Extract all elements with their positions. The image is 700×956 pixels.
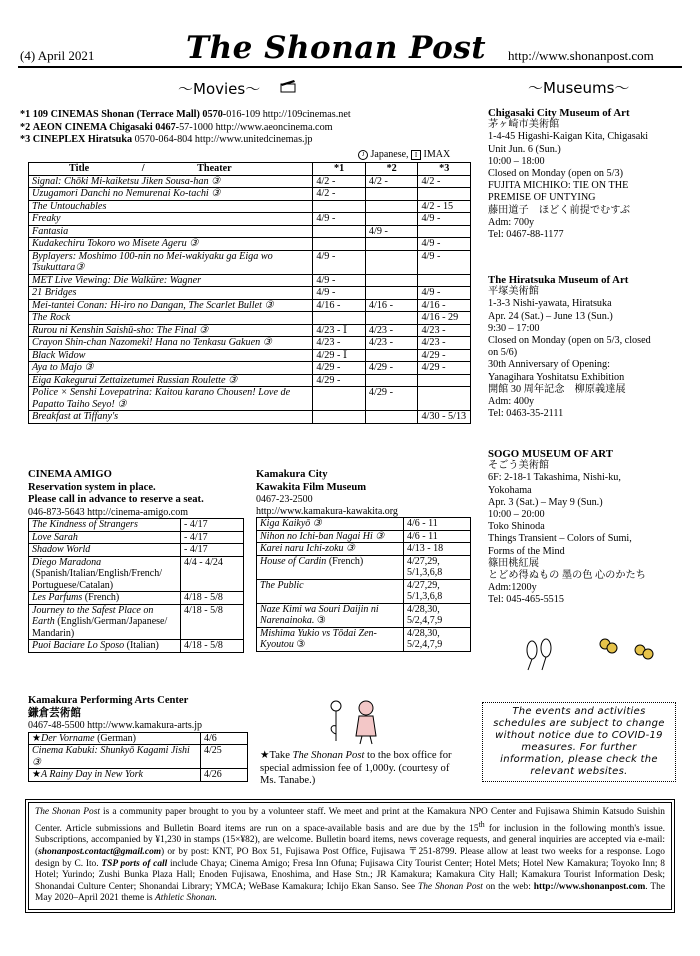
film-cell — [257, 530, 404, 543]
film-dates: 4/6 - 11 — [404, 518, 471, 531]
movie-title: Eiga Kakegurui Zettaizetumei Russian Roulette ③ — [29, 374, 313, 387]
table-row — [29, 337, 471, 350]
film-cell — [29, 531, 181, 544]
film-dates: - 4/17 — [181, 531, 244, 544]
star-mark: ★ — [32, 769, 41, 780]
table-row — [29, 349, 471, 362]
movie-date: 4/16 - — [365, 299, 418, 312]
movie-title: The Untouchables — [29, 200, 313, 213]
movie-date — [365, 349, 418, 362]
movie-date: 4/23 - — [365, 337, 418, 350]
movie-date: 4/16 - — [418, 299, 471, 312]
film-title: Cinema Kabuki: Shunkyō Kagami Jishi ③ — [32, 745, 190, 768]
film-title: The Kindness of Strangers — [32, 519, 138, 530]
film-cell — [29, 732, 201, 745]
movie-title: Byplayers: Moshimo 100-nin no Mei-wakiyaku ga Eiga wo Tsukuttara③ — [29, 250, 313, 274]
cinema-amigo-section — [28, 469, 244, 653]
movie-title: Mei-tantei Conan: Hi-iro no Dangan, The Scarlet Bullet ③ — [29, 299, 313, 312]
museum-line: 10:00 – 20:00 — [488, 509, 545, 521]
film-language: ③ — [316, 615, 326, 626]
film-dates: 4/28,30, 5/2,4,7,9 — [404, 603, 471, 627]
film-title: Diego Maradona — [32, 556, 102, 568]
film-title: Naze Kimi wa Souri Daijin ni Narenainoka. — [260, 603, 379, 626]
movie-date: 4/23 - — [418, 337, 471, 350]
museum-line: 1-3-3 Nishi-yawata, Hiratsuka — [488, 298, 612, 310]
amigo-table — [28, 518, 244, 653]
issue-date: (4) April 2021 — [20, 48, 95, 63]
film-dates: - 4/17 — [181, 544, 244, 557]
table-row — [29, 175, 471, 188]
table-row — [29, 225, 471, 238]
table-row — [29, 411, 471, 424]
museum-hiratsuka — [488, 274, 658, 420]
museum-chigasaki — [488, 107, 658, 241]
kawakita-table — [256, 517, 471, 652]
movie-date — [313, 411, 366, 424]
movie-date: 4/29 - — [418, 349, 471, 362]
movie-date: 4/9 - — [365, 225, 418, 238]
movie-title: Kudakechiru Tokoro wo Misete Ageru ③ — [29, 238, 313, 251]
table-row — [257, 518, 471, 531]
film-title: Puoi Baciare Lo Sposo — [32, 640, 125, 651]
movie-date: 4/23 - Ⅰ — [313, 324, 366, 337]
cinema-list — [20, 109, 351, 147]
movie-date: 4/16 - 29 — [418, 312, 471, 325]
movie-title: Freaky — [29, 213, 313, 226]
arts-table — [28, 732, 248, 782]
film-cell — [29, 519, 181, 532]
film-dates: 4/28,30, 5/2,4,7,9 — [404, 627, 471, 651]
film-title: Shadow World — [32, 544, 91, 555]
table-row — [29, 287, 471, 300]
museum-name: Chigasaki City Museum of Art — [488, 107, 630, 119]
table-row — [29, 769, 248, 782]
museum-line: 平塚美術館 — [488, 286, 539, 298]
museum-line: Tel: 0467-88-1177 — [488, 229, 564, 241]
movie-date — [365, 411, 418, 424]
col-theater-2: *2 — [365, 163, 418, 176]
film-cell — [257, 518, 404, 531]
table-row — [257, 579, 471, 603]
movie-title: Uzugamori Danchi no Nemurenai Ko-tachi ③ — [29, 188, 313, 201]
table-row — [29, 238, 471, 251]
table-header-row — [29, 163, 471, 176]
table-row — [29, 324, 471, 337]
film-cell — [257, 603, 404, 627]
covid-notice: The events and activities schedules are subject to change without notice due to COVID-19 measures. For further information, please check the relevant websites. — [482, 702, 676, 782]
movie-date: 4/9 - — [313, 250, 366, 274]
museum-line: 9:30 – 17:00 — [488, 322, 540, 334]
movie-date: 4/9 - — [313, 274, 366, 287]
movie-date: 4/23 - — [365, 324, 418, 337]
museum-line: 篠田桃紅展 — [488, 557, 539, 569]
film-title: Journey to the Safest Place on Earth — [32, 604, 154, 627]
film-dates: 4/27,29, 5/1,3,6,8 — [404, 579, 471, 603]
museum-line: 6F: 2-18-1 Takashima, Nishi-ku, Yokohama — [488, 472, 621, 496]
film-cell — [29, 604, 181, 640]
movie-date — [313, 225, 366, 238]
movie-title: Rurou ni Kenshin Saishū-sho: The Final ③ — [29, 324, 313, 337]
movie-title: 21 Bridges — [29, 287, 313, 300]
museum-sogo — [488, 448, 658, 607]
table-row — [257, 627, 471, 651]
amigo-name: CINEMA AMIGO — [28, 469, 112, 480]
movie-date: 4/2 - — [418, 175, 471, 188]
film-title: Nihon no Ichi-ban Nagai Hi ③ — [260, 530, 385, 542]
museum-line: そごう美術館 — [488, 460, 550, 472]
movie-date — [313, 238, 366, 251]
film-language: (German) — [97, 732, 136, 744]
kawakita-section — [256, 469, 471, 652]
film-title: Karei naru Ichi-zoku ③ — [260, 543, 355, 554]
film-dates: 4/18 - 5/8 — [181, 640, 244, 653]
movie-date: 4/9 - — [313, 287, 366, 300]
table-row — [29, 519, 244, 532]
imax-mark-icon: I — [411, 150, 421, 160]
movie-date — [313, 312, 366, 325]
movie-date: 4/29 - — [365, 387, 418, 411]
movie-title: Fantasia — [29, 225, 313, 238]
movie-date: 4/29 - — [418, 362, 471, 375]
film-title: Mishima Yukio vs Tōdai Zen-Kyoutou — [260, 627, 377, 650]
museum-line: とどめ得ぬもの 墨の色 心のかたち — [488, 570, 646, 582]
movie-date: 4/2 - 15 — [418, 200, 471, 213]
museum-line: Adm: 400y — [488, 396, 535, 408]
movie-date — [418, 274, 471, 287]
movie-date — [418, 188, 471, 201]
museum-line: Closed on Monday (open on 5/3) — [488, 168, 623, 180]
film-cell — [257, 579, 404, 603]
table-row — [257, 530, 471, 543]
table-row — [29, 188, 471, 201]
table-row — [29, 604, 244, 640]
table-row — [29, 213, 471, 226]
amigo-note: Reservation system in place. — [28, 481, 156, 493]
film-title: The Public — [260, 579, 304, 591]
movie-title: Breakfast at Tiffany's — [29, 411, 313, 424]
museum-line: Adm: 700y — [488, 216, 535, 228]
arts-center-section — [28, 695, 248, 782]
film-dates: 4/6 - 11 — [404, 530, 471, 543]
film-dates: 4/25 — [201, 745, 248, 769]
museum-line: Apr. 24 (Sat.) – June 13 (Sun.) — [488, 310, 613, 322]
table-row — [29, 732, 248, 745]
movie-date: 4/9 - — [418, 238, 471, 251]
film-dates: 4/13 - 18 — [404, 543, 471, 556]
table-row — [29, 592, 244, 605]
museum-line: Unit Jun. 6 (Sun.) — [488, 143, 561, 155]
table-row — [29, 556, 244, 592]
arts-contact: 0467-48-5500 http://www.kamakura-arts.jp — [28, 720, 203, 731]
table-row — [257, 555, 471, 579]
movie-date — [313, 200, 366, 213]
movie-date: 4/29 - — [313, 374, 366, 387]
illustration-icon — [326, 696, 386, 746]
arts-name: Kamakura Performing Arts Center — [28, 695, 189, 706]
movie-title: The Rock — [29, 312, 313, 325]
col-theater-1: *1 — [313, 163, 366, 176]
movie-date — [418, 225, 471, 238]
movie-date — [418, 387, 471, 411]
movie-date — [365, 274, 418, 287]
film-cell — [29, 745, 201, 769]
table-row — [29, 274, 471, 287]
film-dates: 4/18 - 5/8 — [181, 592, 244, 605]
film-language: ③ — [296, 639, 306, 650]
table-row — [29, 312, 471, 325]
film-title: House of Cardin — [260, 555, 327, 567]
kawakita-name-1: Kamakura City — [256, 469, 328, 480]
table-row — [29, 200, 471, 213]
table-row — [257, 543, 471, 556]
film-language: (Italian) — [126, 640, 159, 651]
museum-line: Things Transient – Colors of Sumi, Forms of the Mind — [488, 533, 632, 557]
film-language: (English/German/Japanese/ Mandarin) — [32, 616, 168, 639]
movie-date — [365, 188, 418, 201]
museum-name: SOGO MUSEUM OF ART — [488, 448, 613, 460]
table-row — [29, 640, 244, 653]
movie-date: 4/23 - — [313, 337, 366, 350]
amigo-contact: 046-873-5643 http://cinema-amigo.com — [28, 506, 188, 518]
masthead-url[interactable]: http://www.shonanpost.com — [508, 48, 654, 63]
cinema-2: *2 AEON CINEMA Chigasaki 0467-57-1000 http://www.aeoncinema.com — [20, 121, 333, 133]
movie-title: Black Widow — [29, 349, 313, 362]
film-dates: 4/27,29, 5/1,3,6,8 — [404, 555, 471, 579]
col-theater-3: *3 — [418, 163, 471, 176]
japanese-mark-icon: J — [358, 150, 368, 160]
museum-line: Toko Shinoda — [488, 521, 545, 533]
museum-line: Tel: 0463-35-2111 — [488, 408, 564, 420]
film-cell — [29, 640, 181, 653]
about-paper-box: The Shonan Post is a community paper brought to you by a volunteer staff. We meet and print at the Kamakura NPO Center and Fujisawa Shimin Katsudo Suishin Center. Article submissions and Bulletin Board items are run on a space-available basis and are due by the 15th for inclusion in the following month's issue. Subscriptions, accompanied by ¥1,230 in stamps (15×¥82), are welcome. Bulletin board items, news coverage requests, and general inquiries are accepted via e-mail: (shonanpost.contact@gmail.com) or by post: KNT, PO Box 51, Fujisawa Post Office, Fujisawa 〒251-8799. Please allow at least two weeks for a response. Logo design by C. Ito. TSP ports of call include Chaya; Cinema Amigo; Fresa Inn Ofuna; Fujisawa City Tourist Center; Hotel Mets; Hotel New Kamakura; Toyoko Inn; 8 Hotel; Yurindo; Zushi Bunka Plaza Hall; Enoden Fujisawa, Enoshima, and Hase Stn.; JR Kamakura; Kamakura City Hall; Kamakura Tourist Information Desk; Shonandai Culture Center; Shonandai Library; YMCA; WeBase Kamakura; Ichijo Ekan Sanso. See The Shonan Post on the web: http://www.shonanpost.com. The May 2020–April 2021 theme is Athletic Shonan. — [28, 802, 672, 910]
star-mark: ★ — [32, 732, 41, 744]
film-dates: 4/18 - 5/8 — [181, 604, 244, 640]
museum-line: 開館 30 周年記念 柳原義達展 — [488, 383, 626, 395]
film-cell — [29, 592, 181, 605]
movie-date — [365, 312, 418, 325]
film-title: A Rainy Day in New York — [40, 769, 143, 780]
movie-date: 4/29 - — [365, 362, 418, 375]
arts-jp-name: 鎌倉芸術館 — [28, 707, 81, 719]
movie-title: Crayon Shin-chan Nazomeki! Hana no Tenkasu Gakuen ③ — [29, 337, 313, 350]
movie-title: Police × Senshi Lovepatrina: Kaitou karano Chousen! Love de Papatto Taiho Seyo! ③ — [29, 387, 313, 411]
museum-line: 藤田道子 ほどく前提でむすぶ — [488, 204, 631, 216]
format-legend: J Japanese, I IMAX — [358, 149, 450, 160]
movie-date — [365, 200, 418, 213]
museum-line: Adm:1200y — [488, 582, 537, 594]
movie-date: 4/9 - — [418, 287, 471, 300]
museum-line: 10:00 – 18:00 — [488, 155, 545, 167]
table-row — [29, 250, 471, 274]
movie-date: 4/29 - — [313, 362, 366, 375]
movie-date: 4/23 - — [418, 324, 471, 337]
masthead-title: The Shonan Post — [186, 30, 487, 66]
movie-date — [365, 374, 418, 387]
table-row — [29, 544, 244, 557]
table-row — [29, 387, 471, 411]
museum-line: FUJITA MICHIKO: TIE ON THE PREMISE OF UNTYING — [488, 180, 629, 204]
decorative-figures-icon — [520, 632, 670, 672]
movie-date: 4/9 - — [313, 213, 366, 226]
movies-heading: ～Movies～ — [178, 80, 261, 98]
amigo-note-2: Please call in advance to reserve a seat. — [28, 494, 204, 505]
movie-date: 4/30 - 5/13 — [418, 411, 471, 424]
table-row — [29, 531, 244, 544]
table-row — [29, 299, 471, 312]
film-cell — [257, 555, 404, 579]
museums-heading: ～Museums～ — [528, 79, 630, 97]
film-language: (French) — [328, 555, 364, 567]
movie-date: 4/2 - — [313, 175, 366, 188]
movie-date — [313, 387, 366, 411]
movie-date — [365, 213, 418, 226]
movie-date: 4/2 - — [313, 188, 366, 201]
kawakita-tel: 0467-23-2500 — [256, 494, 313, 505]
film-dates: 4/4 - 4/24 — [181, 556, 244, 592]
film-dates: 4/6 — [201, 732, 248, 745]
movie-date — [418, 374, 471, 387]
movie-schedule-table — [28, 162, 471, 424]
film-title: Kiga Kaikyō ③ — [260, 518, 322, 529]
film-cell — [29, 769, 201, 782]
cinema-1: *1 109 CINEMAS Shonan (Terrace Mall) 0570-016-109 http://109cinemas.net — [20, 109, 351, 120]
kawakita-name-2: Kawakita Film Museum — [256, 481, 367, 493]
movie-date — [365, 250, 418, 274]
movie-date — [365, 287, 418, 300]
movie-date — [365, 238, 418, 251]
film-dates: 4/26 — [201, 769, 248, 782]
movie-title: MET Live Viewing: Die Walküre: Wagner — [29, 274, 313, 287]
museum-line: Apr. 3 (Sat.) – May 9 (Sun.) — [488, 496, 603, 508]
cinema-3: *3 CINEPLEX Hiratsuka 0570-064-804 http://www.unitedcinemas.jp — [20, 134, 313, 145]
film-title: Der Vorname — [40, 732, 95, 744]
film-cell — [29, 556, 181, 592]
film-cell — [257, 543, 404, 556]
movie-date: 4/9 - — [418, 213, 471, 226]
movie-title: Aya to Majo ③ — [29, 362, 313, 375]
film-title: Love Sarah — [32, 531, 78, 543]
museum-name: The Hiratsuka Museum of Art — [488, 274, 629, 286]
museum-line: 1-4-45 Higashi-Kaigan Kita, Chigasaki — [488, 131, 649, 143]
film-dates: - 4/17 — [181, 519, 244, 532]
movie-title: Signal: Chōki Mi-kaiketsu Jiken Sousa-han ③ — [29, 175, 313, 188]
col-title: Title / Theater — [29, 163, 313, 176]
film-cell — [257, 627, 404, 651]
film-title: Les Parfums — [32, 592, 83, 603]
clapperboard-icon — [280, 79, 296, 93]
film-cell — [29, 544, 181, 557]
table-row — [257, 603, 471, 627]
table-row — [29, 362, 471, 375]
movie-date: 4/29 - Ⅰ — [313, 349, 366, 362]
museum-line: 30th Anniversary of Opening: Yanagihara Yoshitatsu Exhibition — [488, 359, 625, 383]
film-language: (French) — [84, 592, 120, 603]
museum-line: 茅ヶ崎市美術館 — [488, 119, 560, 131]
ticket-discount-note: ★Take The Shonan Post to the box office for special admission fee of 1,000y. (courtesy of Ms. Tanabe.) — [260, 750, 452, 786]
movie-date: 4/2 - — [365, 175, 418, 188]
film-language: (Spanish/Italian/English/French/ Portuguese/Catalan) — [32, 568, 162, 591]
table-row — [29, 745, 248, 769]
masthead-rule — [18, 66, 682, 68]
museum-line: Tel: 045-465-5515 — [488, 594, 564, 606]
movie-date: 4/16 - — [313, 299, 366, 312]
kawakita-url: http://www.kamakura-kawakita.org — [256, 505, 398, 517]
movie-date: 4/9 - — [418, 250, 471, 274]
table-row — [29, 374, 471, 387]
museum-line: Closed on Monday (open on 5/3, closed on 5/6) — [488, 335, 651, 359]
